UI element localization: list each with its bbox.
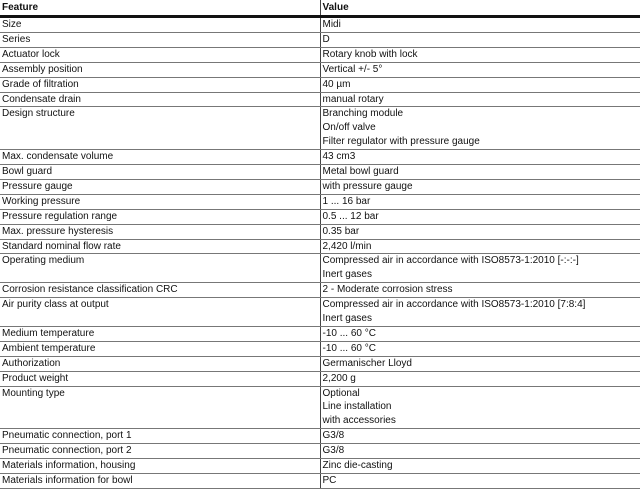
- table-row: [0, 62, 640, 77]
- value-cell: [320, 179, 640, 194]
- value-line: Branching module: [322, 108, 404, 120]
- value-cell: [320, 224, 640, 239]
- value-line: Filter regulator with pressure gauge: [322, 136, 480, 148]
- feature-cell: Actuator lock: [0, 47, 320, 62]
- feature-cell: Max. condensate volume: [0, 150, 320, 165]
- value-line: with accessories: [322, 415, 396, 427]
- feature-cell: Working pressure: [0, 194, 320, 209]
- table-row: [0, 459, 640, 474]
- value-cell: [320, 165, 640, 180]
- value-line: 40 µm: [322, 78, 351, 90]
- value-line: G3/8: [322, 430, 345, 442]
- value-line: manual rotary: [322, 93, 384, 105]
- table-row: [0, 298, 640, 327]
- value-cell: [320, 386, 640, 429]
- value-cell: [320, 326, 640, 341]
- value-header: Value: [320, 0, 640, 17]
- feature-cell: Materials information, housing: [0, 459, 320, 474]
- value-cell: [320, 444, 640, 459]
- value-line: Zinc die-casting: [322, 460, 393, 472]
- value-line: 43 cm3: [322, 151, 356, 163]
- feature-cell: Materials information for bowl: [0, 473, 320, 488]
- table-row: [0, 150, 640, 165]
- table-row: [0, 209, 640, 224]
- feature-cell: Design structure: [0, 107, 320, 150]
- feature-cell: Pneumatic connection, port 1: [0, 429, 320, 444]
- feature-cell: Pressure regulation range: [0, 209, 320, 224]
- value-cell: [320, 17, 640, 33]
- value-cell: [320, 254, 640, 283]
- value-cell: [320, 356, 640, 371]
- value-line: On/off valve: [322, 122, 376, 134]
- value-line: with pressure gauge: [322, 180, 413, 192]
- value-line: D: [322, 33, 330, 45]
- value-line: 1 ... 16 bar: [322, 195, 371, 207]
- value-cell: [320, 473, 640, 488]
- table-row: [0, 371, 640, 386]
- table-row: [0, 239, 640, 254]
- table-row: [0, 326, 640, 341]
- table-row: [0, 224, 640, 239]
- feature-cell: Corrosion resistance classification CRC: [0, 283, 320, 298]
- value-line: Line installation: [322, 401, 392, 413]
- value-line: Inert gases: [322, 269, 372, 281]
- value-cell: [320, 341, 640, 356]
- table-row: [0, 473, 640, 488]
- feature-cell: Pressure gauge: [0, 179, 320, 194]
- table-row: [0, 92, 640, 107]
- feature-cell: Mounting type: [0, 386, 320, 429]
- table-row: [0, 283, 640, 298]
- value-line: Metal bowl guard: [322, 166, 399, 178]
- table-row: [0, 47, 640, 62]
- value-line: PC: [322, 474, 337, 486]
- feature-cell: Ambient temperature: [0, 341, 320, 356]
- table-row: [0, 194, 640, 209]
- value-cell: [320, 429, 640, 444]
- value-cell: [320, 47, 640, 62]
- value-cell: [320, 371, 640, 386]
- feature-cell: Product weight: [0, 371, 320, 386]
- table-row: [0, 429, 640, 444]
- table-row: [0, 17, 640, 33]
- feature-cell: Bowl guard: [0, 165, 320, 180]
- value-line: Rotary knob with lock: [322, 48, 418, 60]
- table-row: [0, 179, 640, 194]
- feature-cell: Operating medium: [0, 254, 320, 283]
- feature-cell: Series: [0, 32, 320, 47]
- feature-cell: Authorization: [0, 356, 320, 371]
- value-line: Midi: [322, 19, 341, 30]
- feature-cell: Grade of filtration: [0, 77, 320, 92]
- feature-header: Feature: [0, 0, 320, 17]
- value-line: 2,420 l/min: [322, 240, 372, 252]
- value-cell: [320, 150, 640, 165]
- header-row: [0, 0, 640, 17]
- value-line: -10 ... 60 °C: [322, 342, 376, 354]
- value-line: 2 - Moderate corrosion stress: [322, 284, 453, 296]
- table-row: [0, 386, 640, 429]
- value-line: Inert gases: [322, 313, 372, 325]
- value-cell: [320, 92, 640, 107]
- feature-cell: Condensate drain: [0, 92, 320, 107]
- value-line: -10 ... 60 °C: [322, 327, 376, 339]
- feature-cell: Medium temperature: [0, 326, 320, 341]
- value-cell: [320, 77, 640, 92]
- value-cell: [320, 209, 640, 224]
- value-line: Germanischer Lloyd: [322, 357, 412, 369]
- value-cell: [320, 283, 640, 298]
- value-cell: [320, 298, 640, 327]
- value-line: Compressed air in accordance with ISO8573-1:2010 [7:8:4]: [322, 299, 586, 311]
- table-row: [0, 107, 640, 150]
- value-cell: [320, 62, 640, 77]
- value-line: Optional: [322, 387, 360, 399]
- value-cell: [320, 32, 640, 47]
- feature-cell: Assembly position: [0, 62, 320, 77]
- table-row: [0, 32, 640, 47]
- value-line: 0.35 bar: [322, 225, 360, 237]
- value-cell: [320, 239, 640, 254]
- feature-cell: Standard nominal flow rate: [0, 239, 320, 254]
- feature-cell: Size: [0, 17, 320, 33]
- value-line: 2,200 g: [322, 372, 356, 384]
- feature-cell: Pneumatic connection, port 2: [0, 444, 320, 459]
- table-row: [0, 356, 640, 371]
- value-line: G3/8: [322, 445, 345, 457]
- value-cell: [320, 107, 640, 150]
- value-line: Vertical +/- 5°: [322, 63, 383, 75]
- table-row: [0, 254, 640, 283]
- value-line: 0.5 ... 12 bar: [322, 210, 379, 222]
- value-cell: [320, 194, 640, 209]
- feature-cell: Air purity class at output: [0, 298, 320, 327]
- table-row: [0, 341, 640, 356]
- table-row: [0, 165, 640, 180]
- feature-cell: Max. pressure hysteresis: [0, 224, 320, 239]
- value-line: Compressed air in accordance with ISO8573-1:2010 [-:-:-]: [322, 255, 579, 267]
- table-row: [0, 77, 640, 92]
- table-row: [0, 444, 640, 459]
- value-cell: [320, 459, 640, 474]
